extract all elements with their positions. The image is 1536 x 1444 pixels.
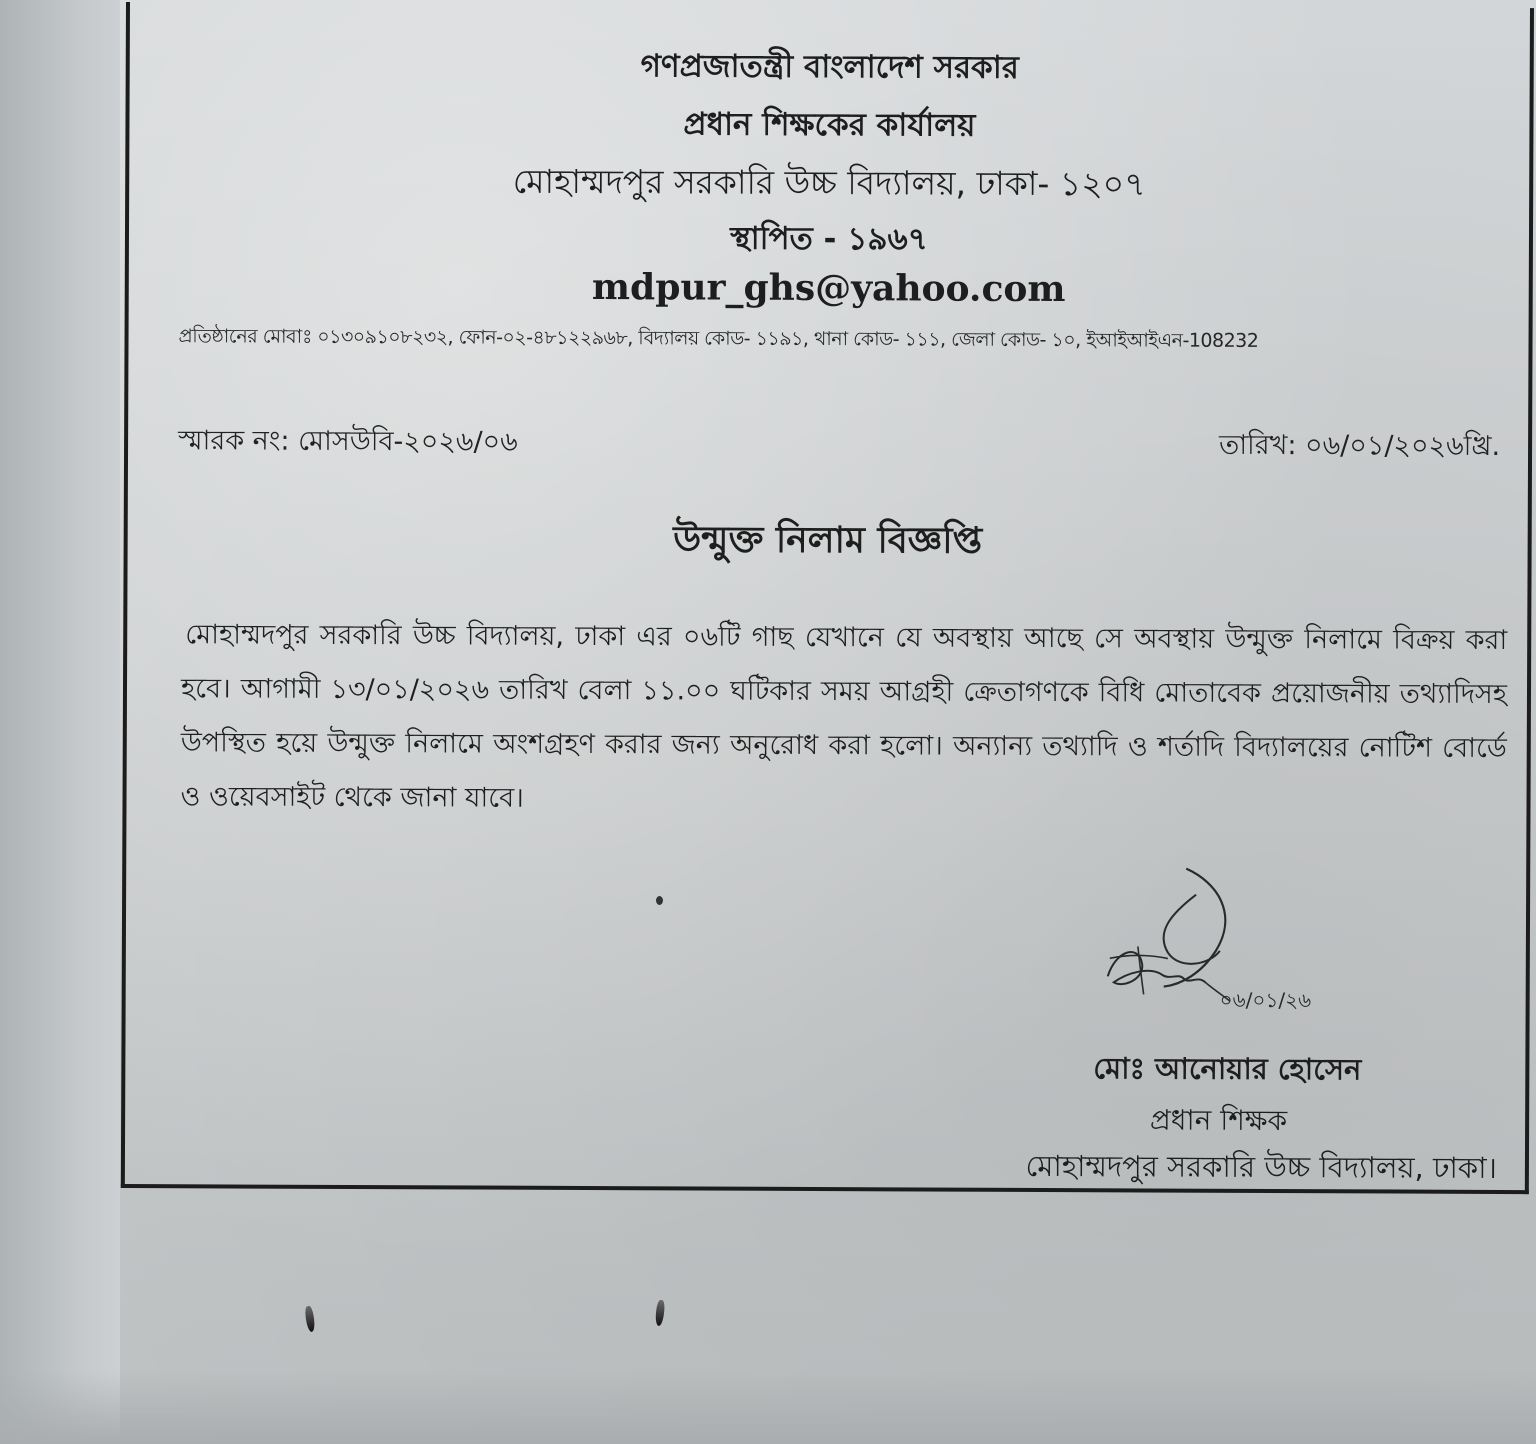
email-address: mdpur_ghs@yahoo.com [591,266,1066,311]
signatory-name: মোঃ আনোয়ার হোসেন [1093,1051,1362,1087]
office-heading: প্রধান শিক্ষকের কার্যালয় [683,106,976,144]
school-heading: মোহাম্মদপুর সরকারি উচ্চ বিদ্যালয়, ঢাকা- ১২০৭ [512,161,1146,204]
paper-shadow [0,1370,1536,1444]
pin-mark-right [655,1300,666,1327]
signatory-school: মোহাম্মদপুর সরকারি উচ্চ বিদ্যালয়, ঢাকা। [1025,1148,1497,1185]
government-heading: গণপ্রজাতন্ত্রী বাংলাদেশ সরকার [640,48,1019,86]
signature-date: ০৬/০১/২৬ [1219,987,1312,1013]
memo-number: স্মারক নং: মোসউবি-২০২৬/০৬ [178,425,518,458]
notice-box [121,2,1534,1194]
pin-mark-left [304,1306,316,1333]
ink-speck [656,896,663,905]
notice-body: মোহাম্মদপুর সরকারি উচ্চ বিদ্যালয়, ঢাকা এর ০৬টি গাছ যেখানে যে অবস্থায় আছে সে অবস্থায় উন্মুক্ত নিলামে বিক্রয় করা হবে। আগামী ১৩/০১/২০২৬ তারিখ বেলা ১১.০০ ঘটিকার সময় আগ্রহী ক্রেতাগণকে বিধি মোতাবেক প্রয়োজনীয় তথ্যাদিসহ উপস্থিত হয়ে উন্মুক্ত নিলামে অংশগ্রহণ করার জন্য অনুরোধ করা হলো। অন্যান্য তথ্যাদি ও শর্তাদি বিদ্যালয়ের নোটিশ বোর্ডে ও ওয়েবসাইট থেকে জানা যাবে। [180,619,1508,814]
paper-fold [0,0,120,1444]
notice-title: উন্মুক্ত নিলাম বিজ্ঞপ্তি [673,519,983,562]
handwritten-signature [1098,854,1319,1035]
contact-info-line: প্রতিষ্ঠানের মোবাঃ ০১৩০৯১০৮২৩২, ফোন-০২-৪৮১২২৯৬৮, বিদ্যালয় কোড- ১১৯১, থানা কোড- ১১১, জেলা কোড- ১০, ইআইআইএন-108232 [178,325,1259,352]
notice-date: তারিখ: ০৬/০১/২০২৬খ্রি. [1218,429,1501,462]
signatory-designation: প্রধান শিক্ষক [1149,1103,1288,1138]
established-line: স্থাপিত - ১৯৬৭ [730,220,928,258]
